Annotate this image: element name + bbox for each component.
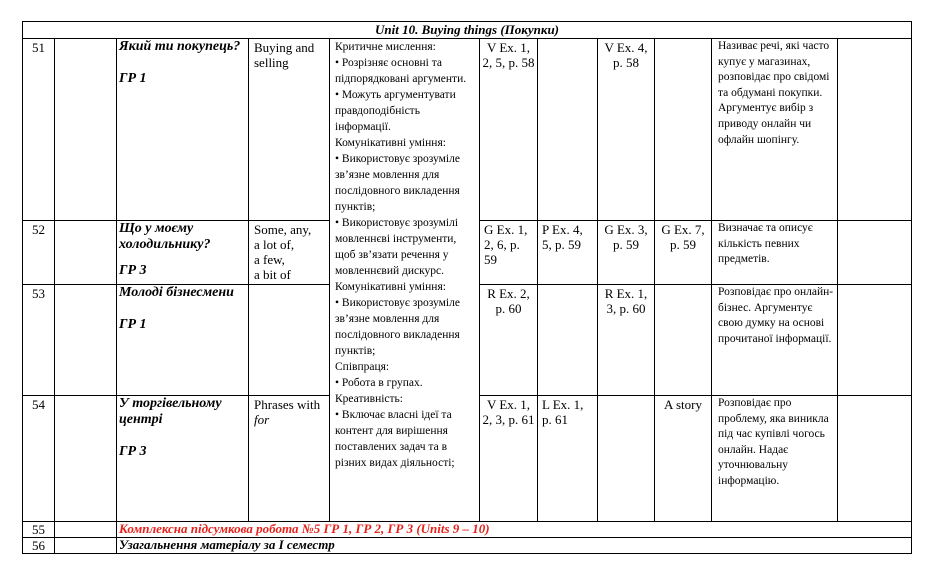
exercise-cell (655, 285, 712, 396)
topic-title: У торгівельному центрі (119, 396, 222, 427)
skills-item: • Використовує зрозумілі мовленнєві інструменти, щоб зв’язати речення у мовленнєвий дискурс. (335, 217, 459, 277)
lesson-topic (117, 285, 249, 396)
vocab-text: a lot of, (254, 237, 295, 252)
skills-item: • Робота в групах. (335, 377, 423, 389)
curriculum-table (22, 21, 912, 554)
skills-cell (330, 39, 480, 522)
exercise-cell: G Ex. 1, 2, 6, p. 59 (480, 221, 538, 285)
table-row (23, 538, 912, 554)
skills-item: • Можуть аргументувати правдоподібність інформації. (335, 89, 456, 133)
skills-heading: Співпраця: (335, 361, 390, 373)
table-row (23, 522, 912, 538)
vocab-text: a few, (254, 252, 285, 267)
lesson-number: 56 (23, 538, 55, 554)
unit-title-row (23, 22, 912, 39)
topic-group: ГР 1 (119, 317, 147, 332)
vocab-text: Phrases with (254, 397, 321, 412)
exercise-cell: G Ex. 7, p. 59 (655, 221, 712, 285)
skills-heading: Комунікативні уміння: (335, 137, 446, 149)
lesson-topic (117, 221, 249, 285)
lesson-number: 51 (23, 39, 55, 221)
exercise-cell (538, 39, 598, 221)
skills-item: • Використовує зрозуміле зв’язне мовлення для послідовного викладення пунктів; (335, 153, 460, 213)
topic-group: ГР 3 (119, 263, 147, 278)
vocab-text: Some, any, (254, 222, 312, 237)
exercise-cell: V Ex. 1, 2, 3, p. 61 (480, 396, 538, 522)
vocabulary-cell (249, 39, 330, 221)
topic-title: Що у моєму холодильнику? (119, 221, 211, 252)
skills-heading: Комунікативні уміння: (335, 281, 446, 293)
empty-cell (55, 538, 117, 554)
lesson-topic (117, 396, 249, 522)
exercise-cell: A story (655, 396, 712, 522)
empty-cell (838, 285, 912, 396)
lesson-number: 52 (23, 221, 55, 285)
empty-cell (838, 39, 912, 221)
exercise-cell: P Ex. 4, 5, p. 59 (538, 221, 598, 285)
vocabulary-cell (249, 285, 330, 396)
exercise-cell: R Ex. 2, p. 60 (480, 285, 538, 396)
lesson-number: 55 (23, 522, 55, 538)
table-row (23, 39, 912, 221)
lesson-number: 53 (23, 285, 55, 396)
skills-item: • Використовує зрозуміле зв’язне мовлення для послідовного викладення пунктів; (335, 297, 460, 357)
results-cell: Розповідає про проблему, яка виникла під час купівлі чогось онлайн. Надає уточнювальну інформацію. (712, 396, 838, 522)
exercise-cell: R Ex. 1, 3, p. 60 (598, 285, 655, 396)
exercise-cell (598, 396, 655, 522)
empty-cell (838, 221, 912, 285)
unit-title: Unit 10. Buying things (Покупки) (23, 22, 912, 39)
skills-heading: Критичне мислення: (335, 41, 436, 53)
topic-title: Молоді бізнесмени (119, 285, 234, 300)
empty-cell (838, 396, 912, 522)
lesson-topic (117, 39, 249, 221)
vocabulary-cell (249, 221, 330, 285)
exercise-cell: G Ex. 3, p. 59 (598, 221, 655, 285)
lesson-number: 54 (23, 396, 55, 522)
skills-heading: Креативність: (335, 393, 404, 405)
empty-cell (55, 285, 117, 396)
final-test-text: Комплексна підсумкова робота №5 ГР 1, ГР 2, ГР 3 (Units 9 – 10) (117, 522, 912, 538)
topic-title: Який ти покупець? (119, 39, 241, 54)
empty-cell (55, 396, 117, 522)
exercise-cell (655, 39, 712, 221)
vocab-text: a bit of (254, 267, 291, 282)
skills-item: • Розрізняє основні та підпорядковані аргументи. (335, 57, 467, 85)
empty-cell (55, 522, 117, 538)
exercise-cell: V Ex. 4, p. 58 (598, 39, 655, 221)
exercise-cell: V Ex. 1, 2, 5, p. 58 (480, 39, 538, 221)
vocab-text: Buying and selling (254, 40, 315, 70)
exercise-cell (538, 285, 598, 396)
vocab-text-italic: for (254, 412, 270, 427)
empty-cell (55, 221, 117, 285)
results-cell: Визначає та описує кількість певних предметів. (712, 221, 838, 285)
empty-cell (55, 39, 117, 221)
exercise-cell: L Ex. 1, p. 61 (538, 396, 598, 522)
skills-item: • Включає власні ідеї та контент для вирішення поставлених задач та в різних видах діяльності; (335, 409, 455, 469)
topic-group: ГР 1 (119, 71, 147, 86)
results-cell: Називає речі, які часто купує у магазинах, розповідає про свідомі та обдумані покупки. Аргументує вибір з приводу онлайн чи офлайн шопінгу. (712, 39, 838, 221)
topic-group: ГР 3 (119, 444, 147, 459)
summary-text: Узагальнення матеріалу за І семестр (117, 538, 912, 554)
vocabulary-cell (249, 396, 330, 522)
results-cell: Розповідає про онлайн-бізнес. Аргументує свою думку на основі прочитаної інформації. (712, 285, 838, 396)
